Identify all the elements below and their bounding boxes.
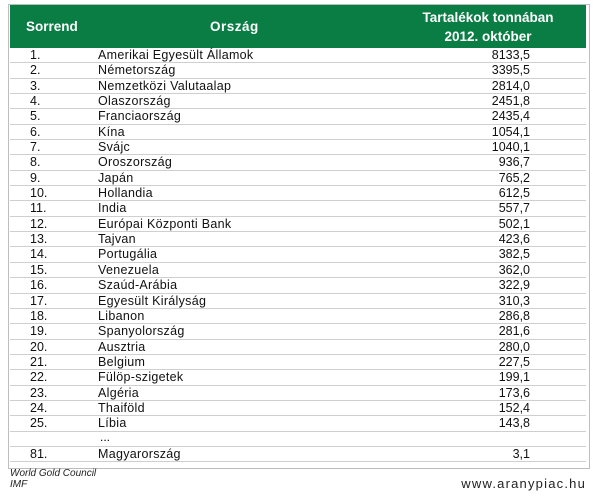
- value-cell: 173,6: [498, 385, 530, 400]
- value-cell: 281,6: [498, 324, 530, 339]
- country-cell: Algéria: [98, 385, 140, 400]
- value-cell: 382,5: [498, 247, 530, 262]
- value-cell: 322,9: [498, 278, 530, 293]
- value-cell: 143,8: [498, 416, 530, 431]
- rank-cell: 11.: [30, 201, 47, 216]
- table-row: [10, 386, 586, 401]
- country-cell: Portugália: [98, 247, 158, 262]
- table-row: [10, 447, 586, 462]
- country-cell: Japán: [98, 170, 134, 185]
- header-reserves-line2: 2012. október: [444, 28, 532, 44]
- table-row: [10, 140, 586, 155]
- value-cell: 199,1: [498, 370, 530, 385]
- rank-cell: 25.: [30, 416, 48, 431]
- table-row: [10, 370, 586, 385]
- rank-cell: 16.: [30, 278, 48, 293]
- rank-cell: 3.: [30, 78, 41, 93]
- value-cell: 8133,5: [491, 48, 530, 62]
- rank-cell: 14.: [30, 247, 48, 262]
- ellipsis: ...: [100, 429, 111, 444]
- country-cell: Líbia: [98, 416, 127, 431]
- table-row: [10, 63, 586, 78]
- rank-cell: 9.: [30, 170, 41, 185]
- value-cell: 3395,5: [491, 63, 530, 78]
- rank-cell: 22.: [30, 370, 48, 385]
- country-cell: Szaúd-Arábia: [98, 278, 178, 293]
- table-row: [10, 401, 586, 416]
- table-row: [10, 294, 586, 309]
- country-cell: Venezuela: [98, 262, 160, 277]
- table-row: [10, 155, 586, 170]
- country-cell: Svájc: [98, 140, 131, 155]
- rank-cell: 81.: [30, 446, 48, 461]
- country-cell: Olaszország: [98, 94, 171, 109]
- country-cell: Amerikai Egyesült Államok: [98, 48, 254, 62]
- sources: [10, 468, 96, 490]
- table-row: [10, 186, 586, 201]
- ellipsis-row: [10, 429, 586, 447]
- source-line-2: IMF: [10, 479, 28, 490]
- country-cell: Nemzetközi Valutaalap: [98, 78, 232, 93]
- table-row: [10, 232, 586, 247]
- country-cell: Thaiföld: [98, 400, 145, 415]
- table-row: [10, 309, 586, 324]
- rank-cell: 17.: [30, 293, 48, 308]
- table-body: [10, 48, 586, 462]
- table-row: [10, 355, 586, 370]
- rank-cell: 13.: [30, 232, 48, 247]
- table-row: [10, 278, 586, 293]
- rank-cell: 1.: [30, 48, 41, 62]
- value-cell: 502,1: [498, 216, 530, 231]
- header-country: Ország: [210, 19, 259, 34]
- country-cell: Magyarország: [98, 446, 181, 461]
- table-row: [10, 79, 586, 94]
- country-cell: Fülöp-szigetek: [98, 370, 184, 385]
- table-row: [10, 94, 586, 109]
- country-cell: Tajvan: [98, 232, 136, 247]
- country-cell: Európai Központi Bank: [98, 216, 232, 231]
- table-row: [10, 263, 586, 278]
- website-label: www.aranypiac.hu: [461, 476, 586, 491]
- table-row: [10, 324, 586, 339]
- country-cell: Belgium: [98, 354, 146, 369]
- rank-cell: 7.: [30, 140, 41, 155]
- table-row: [10, 109, 586, 124]
- rank-cell: 21.: [30, 354, 48, 369]
- country-cell: Franciaország: [98, 109, 182, 124]
- source-line-1: World Gold Council: [10, 468, 97, 479]
- header-reserves-line1: Tartalékok tonnában: [422, 9, 554, 25]
- value-cell: 227,5: [498, 354, 530, 369]
- value-cell: 2435,4: [491, 109, 530, 124]
- country-cell: Hollandia: [98, 186, 153, 201]
- table-row: [10, 217, 586, 232]
- country-cell: Kína: [98, 124, 125, 139]
- header-rank: Sorrend: [26, 19, 78, 34]
- table-row: [10, 416, 586, 431]
- table-row: [10, 201, 586, 216]
- header-reserves: [395, 5, 581, 48]
- value-cell: 612,5: [498, 186, 530, 201]
- rank-cell: 12.: [30, 216, 48, 231]
- rank-cell: 6.: [30, 124, 41, 139]
- rank-cell: 24.: [30, 400, 48, 415]
- rank-cell: 4.: [30, 94, 41, 109]
- value-cell: 2814,0: [491, 78, 530, 93]
- value-cell: 286,8: [498, 308, 530, 323]
- country-cell: Spanyolország: [98, 324, 185, 339]
- country-cell: Ausztria: [98, 339, 146, 354]
- value-cell: 3,1: [512, 446, 530, 461]
- rank-cell: 5.: [30, 109, 41, 124]
- rank-cell: 20.: [30, 339, 48, 354]
- value-cell: 765,2: [498, 170, 530, 185]
- value-cell: 310,3: [498, 293, 530, 308]
- value-cell: 280,0: [498, 339, 530, 354]
- rank-cell: 2.: [30, 63, 41, 78]
- value-cell: 557,7: [498, 201, 530, 216]
- value-cell: 423,6: [498, 232, 530, 247]
- rank-cell: 10.: [30, 186, 48, 201]
- rank-cell: 18.: [30, 308, 48, 323]
- country-cell: Oroszország: [98, 155, 173, 170]
- table-row: [10, 247, 586, 262]
- value-cell: 2451,8: [491, 94, 530, 109]
- value-cell: 936,7: [498, 155, 530, 170]
- value-cell: 152,4: [498, 400, 530, 415]
- rank-cell: 23.: [30, 385, 48, 400]
- country-cell: Libanon: [98, 308, 145, 323]
- table-header: [10, 5, 586, 48]
- rank-cell: 8.: [30, 155, 41, 170]
- value-cell: 1054,1: [491, 124, 530, 139]
- country-cell: Egyesült Királyság: [98, 293, 207, 308]
- value-cell: 362,0: [498, 262, 530, 277]
- value-cell: 1040,1: [491, 140, 530, 155]
- table-row: [10, 340, 586, 355]
- country-cell: India: [98, 201, 127, 216]
- table-row: [10, 125, 586, 140]
- rank-cell: 15.: [30, 262, 48, 277]
- table-row: [10, 48, 586, 63]
- table-row: [10, 171, 586, 186]
- rank-cell: 19.: [30, 324, 48, 339]
- country-cell: Németország: [98, 63, 176, 78]
